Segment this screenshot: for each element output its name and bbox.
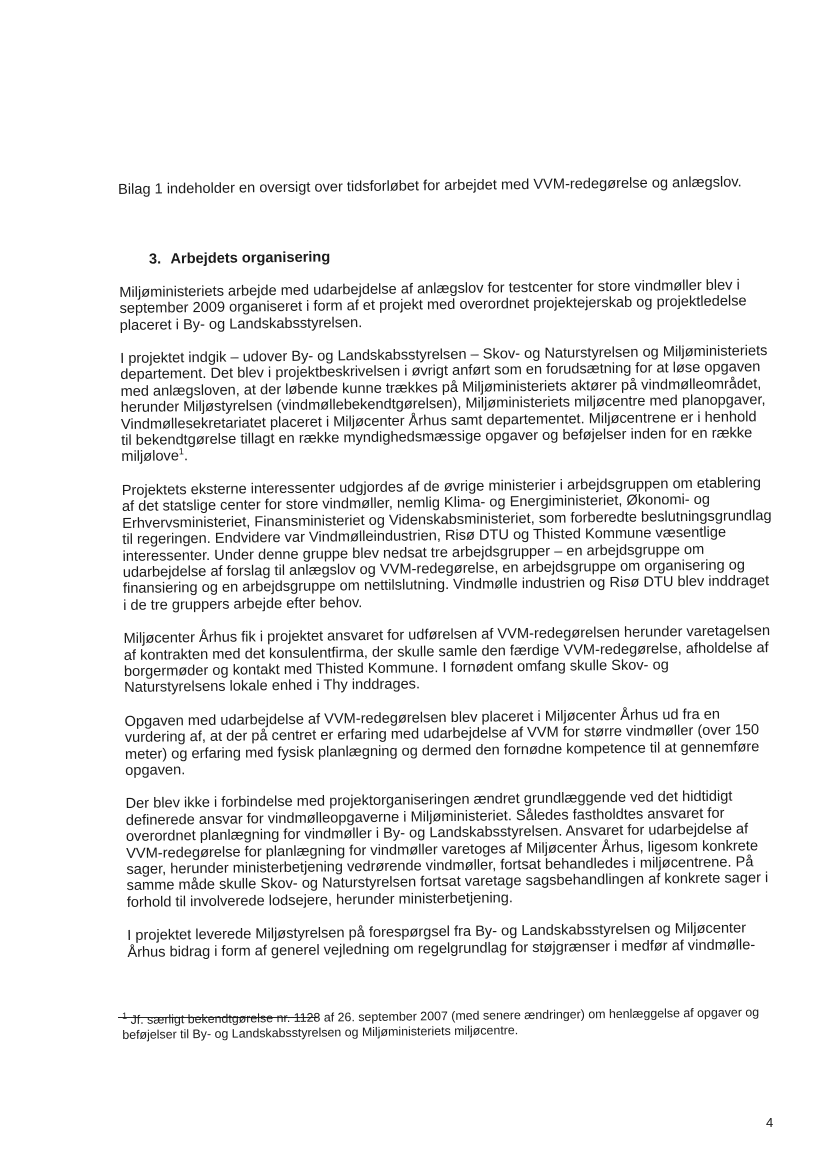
section-number: 3. [148, 251, 162, 269]
footnote-reference: 1 [178, 446, 184, 457]
paragraph-6: Der blev ikke i forbindelse med projektorganiseringen ændret grundlæggende ved det hidtidigt definerede ansvar for vindmølleopgaverne i Miljøministeriet. Således fastholdtes ansvaret for overordnet planlægning for vindmøller i By- og Landskabsstyrelsen. Ansvaret for udarbejdelse af VVM-redegørelse for planlægning for vindmøller varetoges af Miljøcenter Århus, ligesom konkrete sager, herunder ministerbetjening vedrørende vindmøller, fortsat behandledes i miljøcentrene. På samme måde skulle Skov- og Naturstyrelsen fortsat varetage sagsbehandlingen af konkrete sager i forhold til involverede lodsejere, herunder ministerbetjening. [125, 788, 769, 911]
paragraph-7: I projektet leverede Miljøstyrelsen på forespørgsel fra By- og Landskabsstyrelsen og Miljøcenter Århus bidrag i form af generel vejledning om regelgrundlag for støjgrænser i medfør af vindmølle- [127, 920, 756, 961]
paragraph-5: Opgaven med udarbejdelse af VVM-redegørelsen blev placeret i Miljøcenter Århus ud fra en vurdering af, at der på centret er erfaring med udarbejdelse af VVM for større vindmøller (over 150 meter) og erfaring med fysisk planlægning og dermed den fornødne kompetence til at gennemføre opgaven. [124, 706, 760, 779]
section-heading [149, 244, 769, 268]
section-title: Arbejdets organisering [170, 249, 331, 268]
footnote-marker: 1 [121, 1010, 128, 1021]
footnote-text: Jf. særligt bekendtgørelse nr. 1128 af 26. september 2007 (med senere ændringer) om henlæggelse af opgaver og beføjelser til By- og Landskabsstyrelsen og Miljøministeriets miljøcentre. [122, 1005, 760, 1042]
intro-paragraph: Bilag 1 indeholder en oversigt over tidsforløbet for arbejdet med VVM-redegørelse og anlægslov. [118, 174, 742, 198]
paragraph-1: Miljøministeriets arbejde med udarbejdelse af anlægslov for testcenter for store vindmøller blev i september 2009 organiseret i form af et projekt med overordnet projektejerskab og projektledelse placeret i By- og Landskabsstyrelsen. [119, 277, 747, 334]
body-text [118, 174, 777, 961]
paragraph-3: Projektets eksterne interessenter udgjordes af de øvrige ministerier i arbejdsgruppen om etablering af det statslige center for store vindmøller, nemlig Klima- og Energiministeriet, Økonomi- og Erhvervsministeriet, Finansministeriet og Videnskabsministeriet, som forberedte beslutningsgrundlag til regeringen. Endvidere var Vindmølleindustrien, Risø DTU og Thisted Kommune væsentlige interessenter. Under denne gruppe blev nedsat tre arbejdsgrupper – en arbejdsgruppe om udarbejdelse af forslag til anlægslov og VVM-redegørelse, en arbejdsgruppe om organisering og finansiering og en arbejdsgruppe om nettilslutning. Vindmølle industrien og Risø DTU blev inddraget i de tre gruppers arbejde efter behov. [121, 475, 772, 614]
paragraph-2: I projektet indgik – udover By- og Landskabsstyrelsen – Skov- og Naturstyrelsen og Miljøministeriets departement. Det blev i projektbeskrivelsen i øvrigt anført som en forudsætning for at løse opgaven med anlægsloven, at der løbende kunne trækkes på Miljøministeriets aktører på vindmølleområdet, herunder Miljøstyrelsen (vindmøllebekendtgørelsen), Miljøministeriets miljøcentre med planopgaver, Vindmøllesekretariatet placeret i Miljøcenter Århus samt departementet. Miljøcentrene er i henhold til bekendtgørelse tillagt en række myndighedsmæssige opgaver og beføjelser inden for en række miljølove$^1$. [120, 343, 768, 466]
page-number: 4 [766, 1115, 774, 1130]
paragraph-2-text: I projektet indgik – udover By- og Landskabsstyrelsen – Skov- og Naturstyrelsen og Miljøministeriets departement. Det blev i projektbeskrivelsen i øvrigt anført som en forudsætning for at løse opgaven med anlægsloven, at der løbende kunne trækkes på Miljøministeriets aktører på vindmølleområdet, herunder Miljøstyrelsen (vindmøllebekendtgørelsen), Miljøministeriets miljøcentre med planopgaver, Vindmøllesekretariatet placeret i Miljøcenter Århus samt departementet. Miljøcentrene er i henhold til bekendtgørelse tillagt en række myndighedsmæssige opgaver og beføjelser inden for en række miljølove [120, 343, 768, 466]
paragraph-4: Miljøcenter Århus fik i projektet ansvaret for udførelsen af VVM-redegørelsen herunder varetagelsen af kontrakten med det konsulentfirma, der skulle samle den færdige VVM-redegørelse, afholdelse af borgermøder og kontakt med Thisted Kommune. I fornødent omfang skulle Skov- og Naturstyrelsens lokale enhed i Thy inddrages. [123, 623, 771, 697]
footnote [122, 1005, 762, 1042]
